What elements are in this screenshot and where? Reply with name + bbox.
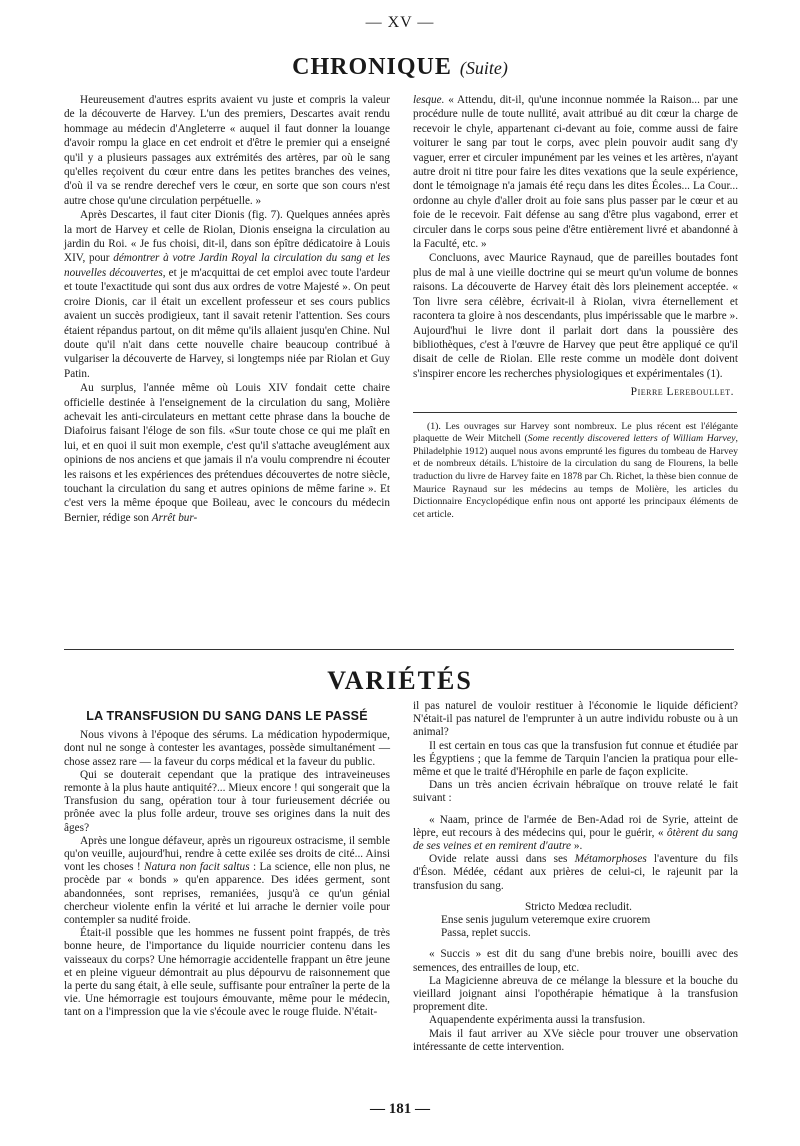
paragraph: Concluons, avec Maurice Raynaud, que de pareilles boutades font plus de mal à une vieille doctrine qui se meurt qu'un volume de bonnes raisons. La découverte de Harvey était dès lors pleinement acceptée. « Ton livre sera célèbre, écrivait-il à Riolan, vivra éternellement et racontera ta gloire à nos descendants, plus impérissable que le marbre ». Aujourd'hui le livre dont il parlait dort dans la poussière des bibliothèques, c'est à l'œuvre de Harvey que peut être appliqué ce qu'il disait de celle de Riolan. Elle reste comme un modèle dont doivent s'inspirer encore les recherches physiologiques et expérimentales (1).	[413, 252, 738, 380]
article-title: LA TRANSFUSION DU SANG DANS LE PASSÉ	[86, 709, 368, 723]
chronique-suite: (Suite)	[459, 58, 508, 78]
paragraph: Heureusement d'autres esprits avaient vu juste et compris la valeur de la découverte de Harvey. L'un des premiers, Descartes avait rendu hommage au médecin d'Angleterre « auquel il faut donner la louange d'avoir rompu la glace en cet endroit et d'être le premier qui a enseigné qu'il y a plusieurs passages aux extrémités des artères, par où le sang qu'elles reçoivent du cœur entre dans les petites branches des veines, d'où il va se rendre derechef vers le cœur, en sorte que son cours n'est autre chose qu'une circulation perpétuelle. »	[64, 94, 390, 207]
footnote: (1). Les ouvrages sur Harvey sont nombreux. Le plus récent est l'élégante plaquette de Weir Mitchell (Some recently discovered letters of William Harvey, Philadelphie 1912) auquel nous avons emprunté les figures du tombeau de Harvey et de nombreux détails. L'histoire de la circulation du sang de Flourens, la belle traduction du livre de Harvey faite en 1878 par Ch. Richet, la thèse bien connue de Maurice Raynaud sur les médecins au temps de Molière, les articles du Dictionnaire Encyclopédique enfin nous ont apporté les principaux éléments de cet article.	[413, 420, 738, 520]
quotation: « Naam, prince de l'armée de Ben-Adad roi de Syrie, atteint de lèpre, eut recours à des médecins qui, pour le guérir, « ôtèrent du sang de ses veines et en remirent d'autre ».	[413, 813, 738, 853]
paragraph: Il est certain en tous cas que la transfusion fut connue et étudiée par les Égyptiens ; que la femme de Tarquin l'ancien la pratiqua pour elle-même et que le traité d'Hérophile en parle de façon explicite.	[413, 739, 738, 779]
chronique-column-right	[413, 93, 738, 521]
paragraph: Au surplus, l'année même où Louis XIV fondait cette chaire officielle destinée à l'enseignement de la circulation du sang, Molière achevait les anti-circulateurs en mettant cette phrase dans la bouche de Diafoirus faisant l'éloge de son fils. «Sur toute chose ce qui me plaît en lui, et en quoi il suit mon exemple, c'est qu'il s'attache aveuglément aux opinions de nos anciens et que jamais il n'a voulu comprendre ni écouter les raisons et les expériences des prétendues découvertes de notre siècle, touchant la circulation du sang et autres opinions de même farine ». Et c'est vers la même époque que Boileau, avec le concours du médecin Bernier, rédige son Arrêt bur-	[64, 382, 390, 524]
paragraph: Mais il faut arriver au XVe siècle pour trouver une observation intéressante de cette intervention.	[413, 1027, 738, 1053]
paragraph: Après Descartes, il faut citer Dionis (fig. 7). Quelques années après la mort de Harvey et celle de Riolan, Dionis enseigna la circulation au jardin du Roi. « Je fus choisi, dit-il, dans son épître dédicatoire à Louis XIV, pour démontrer à votre Jardin Royal la circulation du sang et les nouvelles découvertes, et je m'acquittai de cet emploi avec toute l'ardeur et toute l'exactitude qui sont dus aux ordres de votre Majesté ». On peut croire Dionis, car il était un excellent professeur et ses cours publics avaient un succès prodigieux, tant il savait retenir l'attention. Ses cours étaient répandus partout, on dit même qu'ils allaient jusqu'en Chine. Nul doute qu'il n'ait dans cette nouvelle chaire beaucoup contribué à vulgariser la découverte de Harvey, si longtemps niée par Riolan et Guy Patin.	[64, 209, 390, 380]
chronique-column-left	[64, 93, 390, 525]
paragraph: « Succis » est dit du sang d'une brebis noire, bouilli avec des semences, des entrailles de loup, etc.	[413, 948, 738, 974]
paragraph: Qui se douterait cependant que la pratique des intraveineuses remonte à la plus haute antiquité?... Mieux encore ! qui songerait que la Transfusion du sang, opération tour à tour furieusement décriée ou prônée avec la plus folle ardeur, trouve ses origines dans la nuit des âges?	[64, 768, 390, 834]
paragraph: il pas naturel de vouloir restituer à l'économie le liquide déficient? N'était-il pas naturel de l'emprunter à un autre individu robuste ou à un animal?	[413, 700, 738, 739]
paragraph: Dans un très ancien écrivain hébraïque on trouve relaté le fait suivant :	[413, 779, 738, 805]
page-header-roman: — XV —	[365, 14, 435, 31]
chronique-heading: CHRONIQUE	[292, 54, 452, 80]
paragraph: Nous vivons à l'époque des sérums. La médication hypodermique, dont nul ne songe à contester les avantages, possède simultanément — chose assez rare — la faveur du corps médical et la faveur du public.	[64, 729, 390, 768]
footnote-divider	[413, 412, 737, 413]
varietes-heading: VARIÉTÉS	[327, 666, 473, 695]
verse-line: Ense senis jugulum veteremque exire cruorem	[441, 914, 651, 927]
verse-line: Stricto Medœa recludit.	[525, 900, 632, 913]
paragraph: Après une longue défaveur, après un rigoureux ostracisme, il semble qu'on veuille, aujourd'hui, rendre à cette exilée ses droits de cité... Ainsi vont les choses ! Natura non facit saltus : La science, elle non plus, ne procède par « bonds » qu'en apparence. Des idées germent, sont abandonnées, sont reprises, remaniées, jusqu'à ce qu'un génial chercheur violente enfin la vérité et lui arrache le dernier voile pour contempler sa nudité froide.	[64, 834, 390, 927]
paragraph: La Magicienne abreuva de ce mélange la blessure et la bouche du vieillard joignant ainsi l'opothérapie hématique à la transfusion proprement dite.	[413, 974, 738, 1014]
paragraph: lesque. « Attendu, dit-il, qu'une inconnue nommée la Raison... par une procédure nulle de toute nullité, avait attribué au dit cœur la charge de recevoir le chyle, appartenant ci-devant au foie, comme aussi de faire voiturer le sang par tout le corps, avec plein pouvoir audit sang d'y vaguer, errer et circuler impunément par les veines et les artères, n'ayant autre droit ni titre pour faire les dites vexations que la seule expérience, dont le témoignage n'a jamais été reçu dans les dites Écoles... La Cour... ordonne au chyle d'aller droit au foie sans plus passer par le cœur et au foie de le recevoir. Fait défense au sang d'être plus vagabond, errer et circuler dans le corps sous peine d'être entièrement livré et abandonné à la Faculté, etc. »	[413, 94, 738, 251]
page-number: — 181 —	[370, 1101, 430, 1117]
author-signature: Pierre Lereboullet.	[630, 386, 734, 399]
verse-line: Passa, replet succis.	[441, 927, 531, 940]
paragraph: Aquapendente expérimenta aussi la transfusion.	[429, 1014, 646, 1027]
varietes-column-left	[64, 710, 390, 1020]
varietes-column-right	[413, 700, 738, 1054]
paragraph: Ovide relate aussi dans ses Métamorphoses l'aventure du fils d'Éson. Médée, cédant aux prières de celui-ci, le rajeunit par la transfusion du sang.	[413, 853, 738, 892]
paragraph: Était-il possible que les hommes ne fussent point frappés, de très bonne heure, de l'importance du liquide nourricier contenu dans les vaisseaux du corps? Une hémorragie accidentelle frappant un être jeune et en pleine vigueur démontrait au plus dépourvu de raisonnement que la perte du sang était, à elle seule, suffisante pour entraîner la perte de la vie. Une hémorragie est toujours émouvante, même pour le médecin, tant on a l'impression que la vie s'écoule avec le rouge fluide. N'était-	[64, 927, 391, 1019]
chronique-title	[0, 54, 800, 81]
section-divider	[64, 649, 734, 652]
